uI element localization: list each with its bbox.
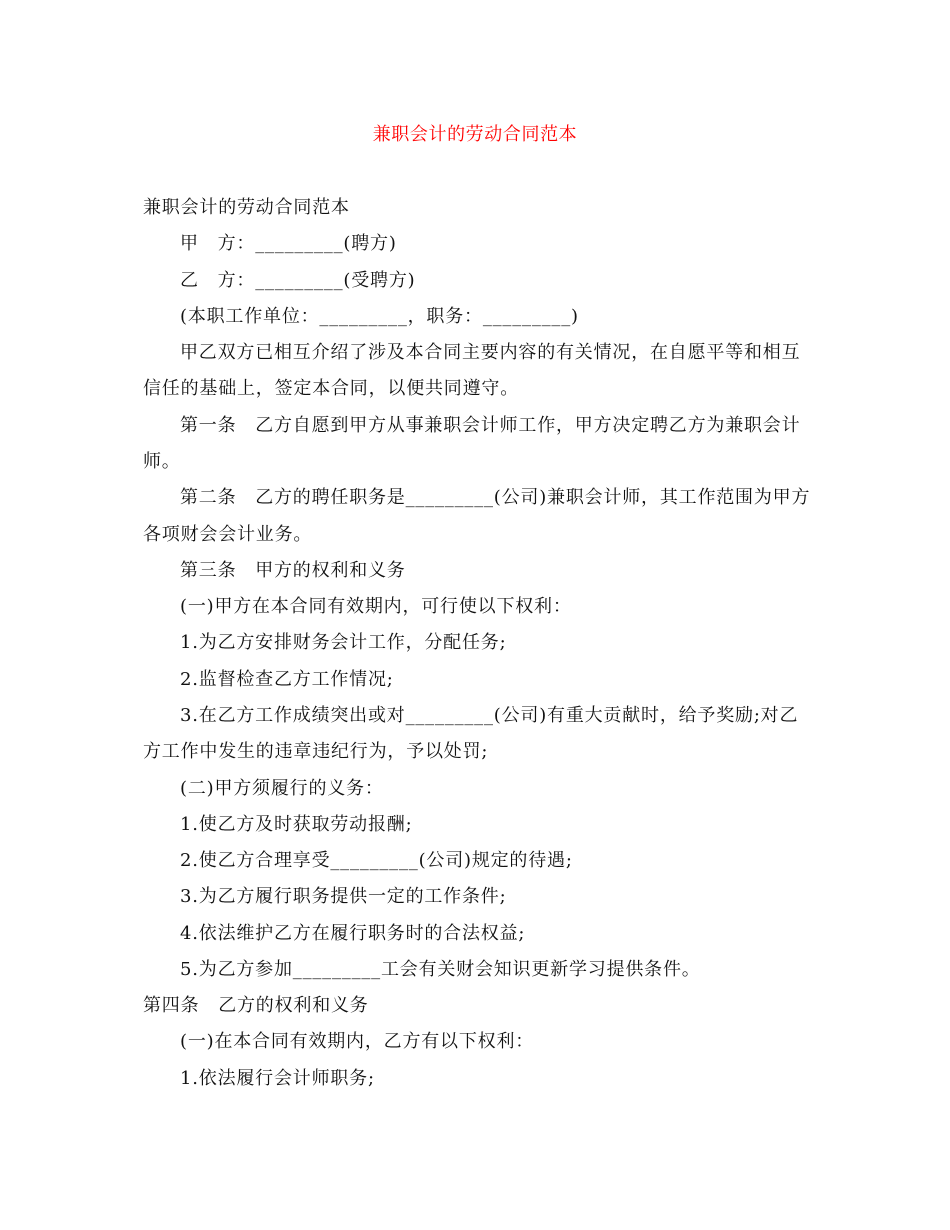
party-b-line: 乙 方：_________(受聘方) — [180, 269, 416, 291]
article-4-rights-heading: (一)在本合同有效期内，乙方有以下权利： — [180, 1031, 535, 1053]
employer-info-line: (本职工作单位：_________，职务：_________) — [180, 305, 579, 327]
list-item: 5.为乙方参加_________工会有关财会知识更新学习提供条件。 — [180, 958, 701, 980]
article-3-duties-heading: (二)甲方须履行的义务： — [180, 777, 384, 799]
document-title: 兼职会计的劳动合同范本 — [372, 124, 578, 145]
article-2-line: 第二条 乙方的聘任职务是_________(公司)兼职会计师，其工作范围为甲方 — [180, 487, 811, 509]
list-item-continuation: 方工作中发生的违章违纪行为，予以处罚; — [143, 741, 489, 763]
list-item: 2.使乙方合理享受_________(公司)规定的待遇; — [180, 850, 573, 872]
party-a-line: 甲 方：_________(聘方) — [180, 233, 397, 255]
article-1-line: 第一条 乙方自愿到甲方从事兼职会计师工作，甲方决定聘乙方为兼职会计 — [180, 414, 801, 436]
article-1-line: 师。 — [143, 450, 181, 472]
document-heading: 兼职会计的劳动合同范本 — [143, 197, 350, 218]
list-item: 3.为乙方履行职务提供一定的工作条件; — [180, 886, 507, 908]
list-item: 3.在乙方工作成绩突出或对_________(公司)有重大贡献时，给予奖励;对乙 — [180, 704, 799, 726]
preamble-line: 信任的基础上，签定本合同，以便共同遵守。 — [143, 378, 519, 400]
preamble-line: 甲乙双方已相互介绍了涉及本合同主要内容的有关情况，在自愿平等和相互 — [180, 342, 801, 364]
list-item: 2.监督检查乙方工作情况; — [180, 668, 394, 690]
list-item: 1.使乙方及时获取劳动报酬; — [180, 813, 413, 835]
article-2-line: 各项财会会计业务。 — [143, 523, 313, 545]
list-item: 1.为乙方安排财务会计工作，分配任务; — [180, 632, 507, 654]
list-item: 4.依法维护乙方在履行职务时的合法权益; — [180, 922, 526, 944]
article-4-heading: 第四条 乙方的权利和义务 — [143, 995, 369, 1017]
article-3-heading: 第三条 甲方的权利和义务 — [180, 559, 406, 581]
article-3-rights-heading: (一)甲方在本合同有效期内，可行使以下权利： — [180, 596, 572, 618]
list-item: 1.依法履行会计师职务; — [180, 1067, 375, 1089]
document-body — [143, 190, 833, 1097]
